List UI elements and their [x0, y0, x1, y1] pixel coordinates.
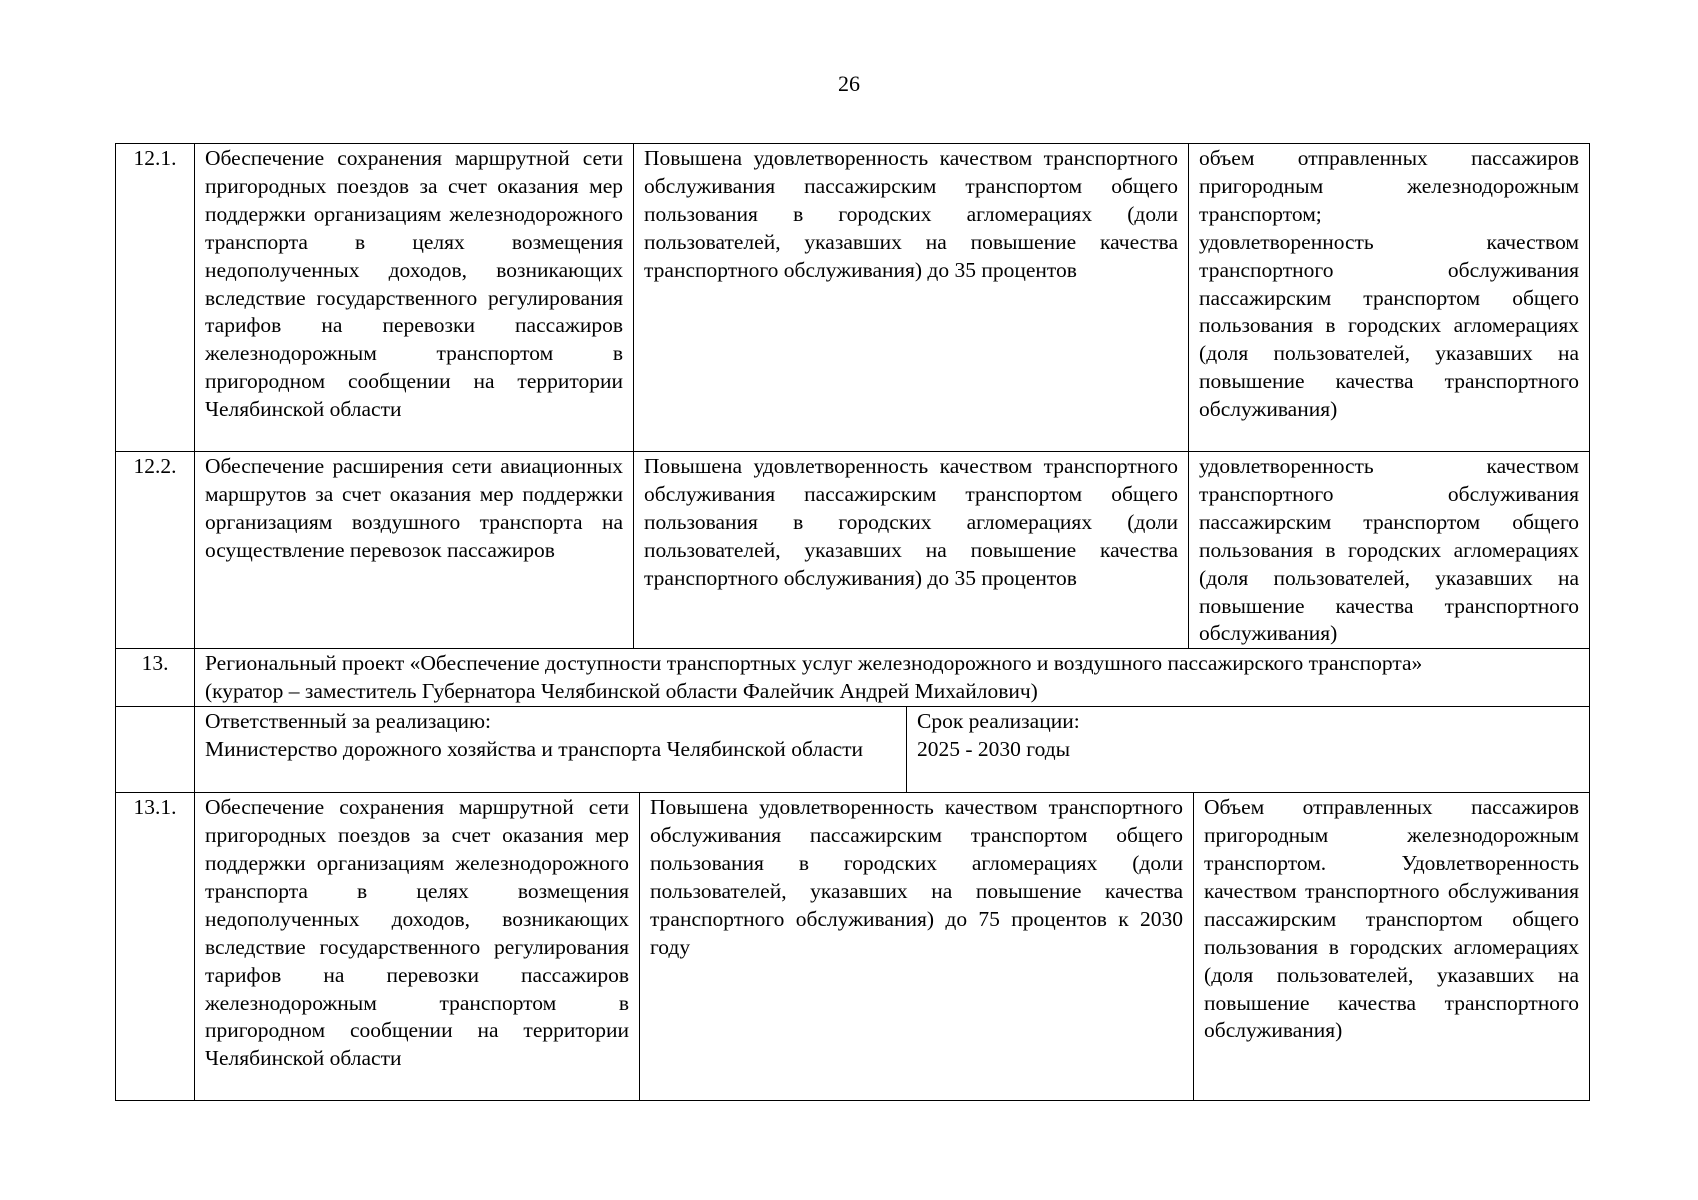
project-info-row [116, 707, 1590, 793]
indicator-cell: Объем отправленных пассажиров пригородным железнодорожным транспортом. Удовлетворенность качеством транспортного обслуживания пассажирским транспортом общего пользования в городских агломерациях (доля пользователей, указавших на повышение качества транспортного обслуживания) [1194, 793, 1590, 1101]
project-title-cell [195, 649, 1590, 707]
indicator-cell [1189, 144, 1590, 452]
project-header-row [116, 649, 1590, 707]
indicator-line-2: удовлетворенность качеством транспортного обслуживания пассажирским транспортом общего пользования в городских агломерациях (доля пользователей, указавших на повышение качества транспортного обслуживания) [1199, 229, 1580, 422]
activity-cell: Обеспечение сохранения маршрутной сети пригородных поездов за счет оказания мер поддержки организациям железнодорожного транспорта в целях возмещения недополученных доходов, возникающих вследствие государственного регулирования тарифов на перевозки пассажиров железнодорожным транспортом в пригородном сообщении на территории Челябинской области [195, 793, 640, 1101]
term-label: Срок реализации: [917, 709, 1080, 734]
table-row-12-1 [116, 144, 1590, 452]
table-row-12-2 [116, 452, 1590, 649]
project-title: Региональный проект «Обеспечение доступности транспортных услуг железнодорожного и воздушного пассажирского транспорта» [205, 651, 1423, 676]
term-value: 2025 - 2030 годы [917, 737, 1071, 762]
row-number: 13.1. [116, 793, 195, 1101]
row-number: 12.1. [116, 144, 195, 452]
page-number: 26 [838, 71, 860, 96]
indicator-line-1: объем отправленных пассажиров пригородным железнодорожным транспортом; [1199, 146, 1580, 226]
project-curator: (куратор – заместитель Губернатора Челябинской области Фалейчик Андрей Михайлович) [205, 679, 1038, 704]
term-cell [907, 707, 1590, 793]
result-cell: Повышена удовлетворенность качеством транспортного обслуживания пассажирским транспортом общего пользования в городских агломерациях (доли пользователей, указавших на повышение качества транспортного обслуживания) до 35 процентов [634, 452, 1189, 649]
indicator-cell: удовлетворенность качеством транспортного обслуживания пассажирским транспортом общего пользования в городских агломерациях (доля пользователей, указавших на повышение качества транспортного обслуживания) [1189, 452, 1590, 649]
activity-cell: Обеспечение сохранения маршрутной сети пригородных поездов за счет оказания мер поддержки организациям железнодорожного транспорта в целях возмещения недополученных доходов, возникающих вследствие государственного регулирования тарифов на перевозки пассажиров железнодорожным транспортом в пригородном сообщении на территории Челябинской области [195, 144, 634, 452]
table-row-13-1 [116, 793, 1590, 1101]
result-cell: Повышена удовлетворенность качеством транспортного обслуживания пассажирским транспортом общего пользования в городских агломерациях (доли пользователей, указавших на повышение качества транспортного обслуживания) до 75 процентов к 2030 году [640, 793, 1194, 1101]
result-cell: Повышена удовлетворенность качеством транспортного обслуживания пассажирским транспортом общего пользования в городских агломерациях (доли пользователей, указавших на повышение качества транспортного обслуживания) до 35 процентов [634, 144, 1189, 452]
row-number: 12.2. [116, 452, 195, 649]
responsible-value: Министерство дорожного хозяйства и транспорта Челябинской области [205, 737, 864, 762]
measures-table [115, 143, 1590, 1101]
activity-cell: Обеспечение расширения сети авиационных маршрутов за счет оказания мер поддержки организациям воздушного транспорта на осуществление перевозок пассажиров [195, 452, 634, 649]
responsible-label: Ответственный за реализацию: [205, 709, 492, 734]
empty-number-cell [116, 707, 195, 793]
project-number: 13. [116, 649, 195, 707]
responsible-cell [195, 707, 907, 793]
